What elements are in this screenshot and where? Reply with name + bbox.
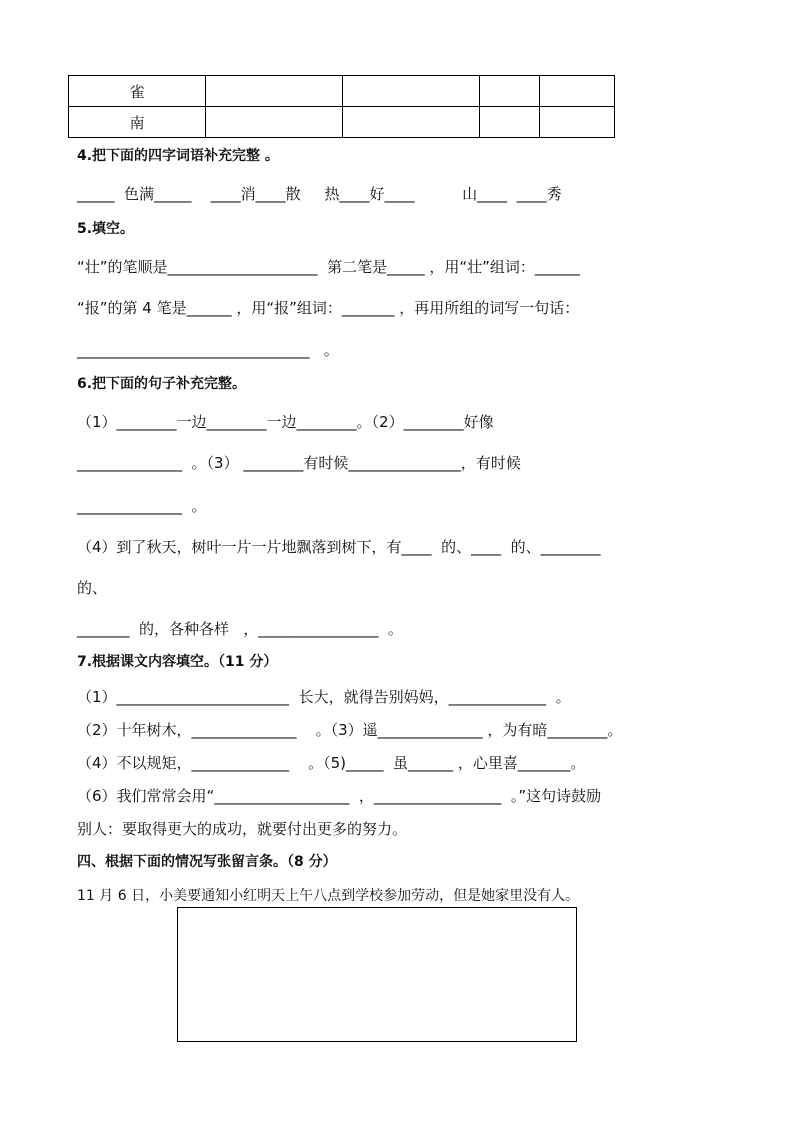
table-cell-blank[interactable] <box>206 107 343 138</box>
q7-heading: 7.根据课文内容填空。（11 分） <box>77 654 278 670</box>
table-cell-blank[interactable] <box>540 107 615 138</box>
q6-line-4[interactable]: （4）到了秋天，树叶一片一片地飘落到树下，有____ 的、____ 的、________ <box>77 538 601 556</box>
table-cell-blank[interactable] <box>206 76 343 107</box>
q4-heading: 4.把下面的四字词语补充完整 。 <box>77 148 279 164</box>
note-writing-box[interactable] <box>177 907 577 1042</box>
section4-prompt: 11 月 6 日，小美要通知小红明天上午八点到学校参加劳动，但是她家里没有人。 <box>77 888 580 904</box>
q7-line-4[interactable]: （6）我们常常会用“__________________ ，_________________ 。”这句诗鼓励 <box>77 787 602 805</box>
section4-heading: 四、根据下面的情况写张留言条。（8 分） <box>77 854 337 870</box>
table-cell-blank[interactable] <box>540 76 615 107</box>
q6-line-6[interactable]: _______ 的，各种各样 ，________________ 。 <box>77 620 403 638</box>
table-cell-char: 南 <box>69 107 206 138</box>
q4-fill-line[interactable]: _____ 色满_____ ____消____散 热____好____ 山____ ____秀 <box>77 185 562 203</box>
q6-heading: 6.把下面的句子补充完整。 <box>77 376 247 392</box>
q7-line-3[interactable]: （4）不以规矩，_____________ 。（5)_____ 虽______ ，心里喜_______。 <box>77 754 586 772</box>
q5-line-1[interactable]: “壮”的笔顺是____________________ 第二笔是_____ ，用“壮”组词：______ <box>77 258 580 276</box>
q6-line-5: 的、 <box>77 579 108 597</box>
q6-line-3[interactable]: ______________ 。 <box>77 497 207 515</box>
table-cell-char: 雀 <box>69 76 206 107</box>
q6-line-1[interactable]: （1）________一边________一边________。（2）________好像 <box>77 413 494 431</box>
table-row <box>69 107 615 138</box>
table-cell-blank[interactable] <box>480 76 540 107</box>
q5-heading: 5.填空。 <box>77 221 135 237</box>
table-row <box>69 76 615 107</box>
q6-line-2[interactable]: ______________ 。（3） ________有时候_______________，有时候 <box>77 454 521 472</box>
table-cell-blank[interactable] <box>343 76 480 107</box>
q5-line-2[interactable]: “报”的第 4 笔是______ ，用“报”组词：_______ ，再用所组的词写一句话： <box>77 299 580 317</box>
q7-line-2[interactable]: （2）十年树木，______________ 。（3）遥______________ ，为有暗________。 <box>77 721 623 739</box>
q7-line-1[interactable]: （1）_______________________ 长大，就得告别妈妈，_____________ 。 <box>77 688 571 706</box>
table-cell-blank[interactable] <box>343 107 480 138</box>
q5-line-3[interactable]: _______________________________ 。 <box>77 341 339 359</box>
table-cell-blank[interactable] <box>480 107 540 138</box>
character-table <box>68 75 615 138</box>
q7-line-5: 别人：要取得更大的成功，就要付出更多的努力。 <box>77 820 408 838</box>
